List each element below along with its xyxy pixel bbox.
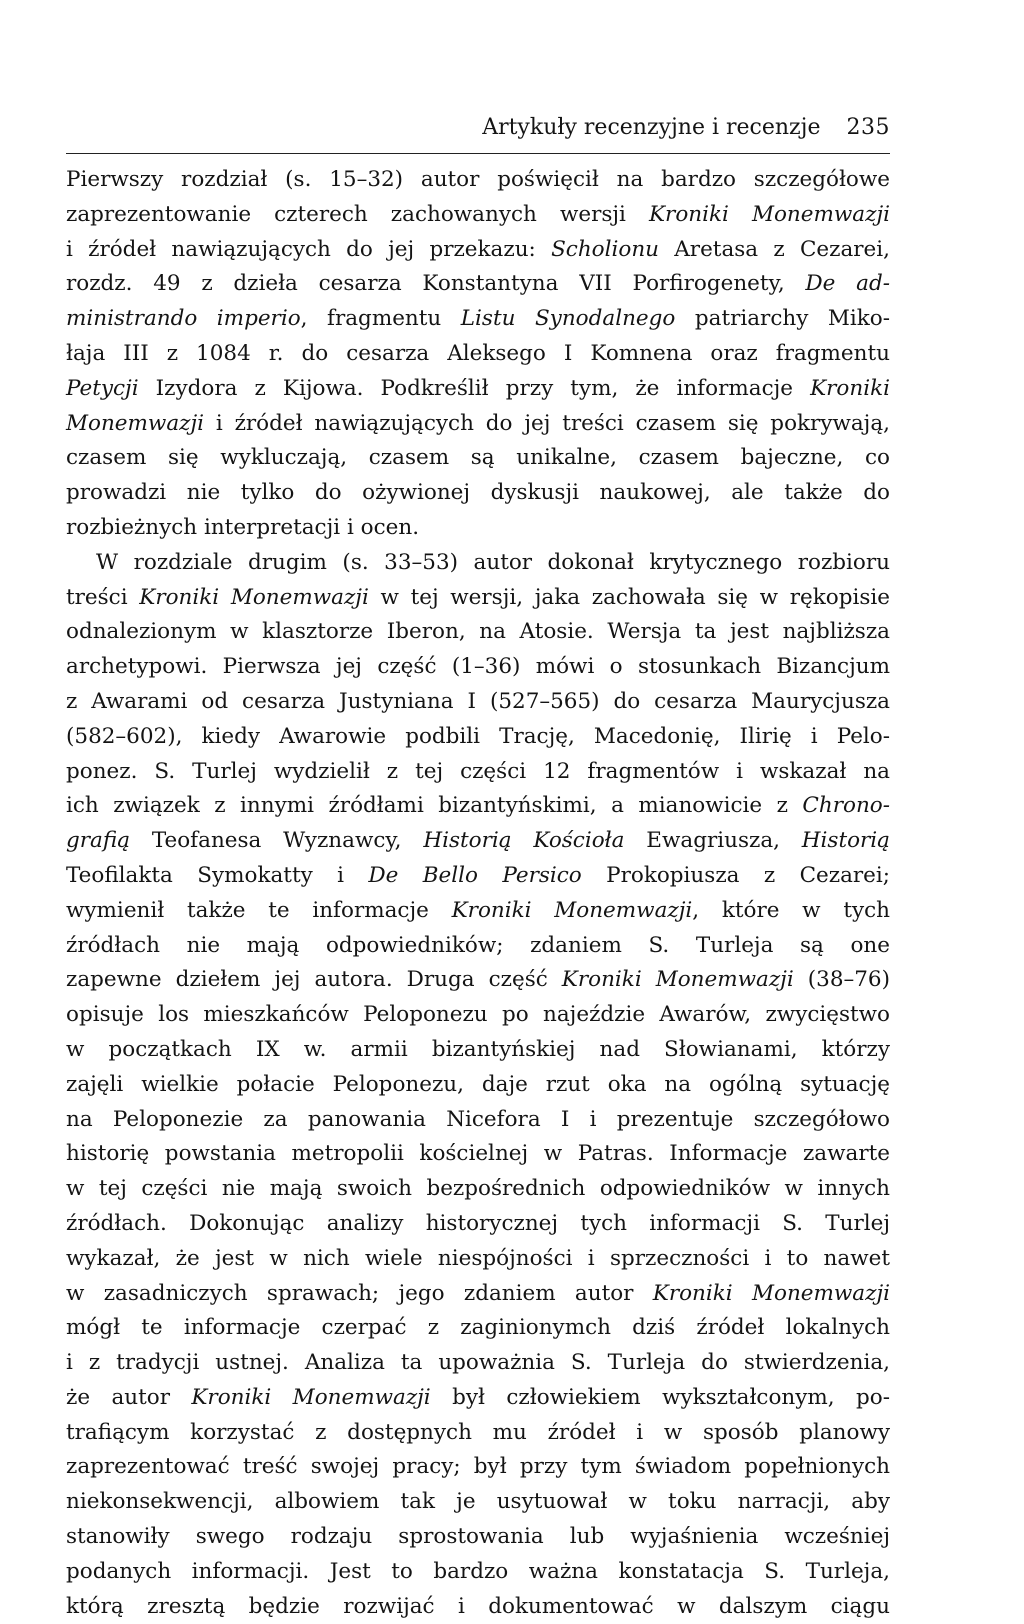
text-span: łaja III z 1084 r. do cesarza Aleksego I Komnena oraz fragmentu: [66, 340, 890, 366]
text-span: źródłach nie mają odpowiedników; zdaniem S. Turleja są one: [66, 932, 890, 958]
text-line: [66, 859, 890, 894]
text-line: [66, 198, 890, 233]
text-span: treści: [66, 584, 140, 610]
text-line: [66, 650, 890, 685]
text-line: [66, 546, 890, 581]
text-span: , które w tych: [692, 897, 890, 923]
text-span: i źródeł nawiązujących do jej przekazu:: [66, 236, 552, 262]
text-line: [66, 1103, 890, 1138]
text-span: zaprezentować treść swojej pracy; był przy tym świadom popełnionych: [66, 1454, 890, 1480]
text-span: Teofanesa Wyznawcy,: [130, 828, 424, 854]
text-span: niekonsekwencji, albowiem tak je usytuował w toku narracji, aby: [66, 1489, 890, 1515]
text-line: [66, 1381, 890, 1416]
text-span: opisuje los mieszkańców Peloponezu po najeździe Awarów, zwycięstwo: [66, 1002, 890, 1028]
text-line: [66, 963, 890, 998]
italic-title-span: grafią: [66, 828, 131, 854]
text-line: [66, 407, 890, 442]
text-span: z Awarami od cesarza Justyniana I (527–565) do cesarza Maurycjusza: [66, 688, 890, 714]
text-line: [66, 511, 890, 546]
text-span: zapewne dziełem jej autora. Druga część: [66, 967, 562, 993]
text-span: w tej części nie mają swoich bezpośrednich odpowiedników w innych: [66, 1176, 890, 1202]
text-line: [66, 372, 890, 407]
text-span: Pierwszy rozdział (s. 15–32) autor poświęcił na bardzo szczegółowe: [66, 167, 890, 192]
text-line: [66, 1137, 890, 1172]
text-span: wymienił także te informacje: [66, 897, 452, 923]
text-line: [66, 685, 890, 720]
italic-title-span: Petycji: [66, 375, 139, 401]
text-line: [66, 1416, 890, 1451]
text-span: i źródeł nawiązujących do jej treści czasem się pokrywają,: [204, 410, 890, 436]
text-span: podanych informacji. Jest to bardzo ważna konstatacja S. Turleja,: [66, 1558, 890, 1584]
text-line: [66, 1068, 890, 1103]
text-span: zajęli wielkie połacie Peloponezu, daje rzut oka na ogólną sytuację: [66, 1071, 890, 1097]
text-line: [66, 720, 890, 755]
text-line: [66, 929, 890, 964]
italic-title-span: Kroniki Monemwazji: [652, 1280, 890, 1306]
text-span: Prokopiusza z Cezarei;: [581, 862, 891, 888]
text-line: [66, 476, 890, 511]
text-span: mógł te informacje czerpać z zaginionymch dziś źródeł lokalnych: [66, 1315, 890, 1341]
text-span: prowadzi nie tylko do ożywionej dyskusji naukowej, ale także do: [66, 480, 890, 506]
text-line: [66, 337, 890, 372]
text-span: wykazał, że jest w nich wiele niespójności i sprzeczności i to nawet: [66, 1245, 890, 1271]
text-line: [66, 755, 890, 790]
italic-title-span: Historią: [801, 828, 890, 854]
text-span: ponez. S. Turlej wydzielił z tej części 12 fragmentów i wskazał na: [66, 758, 890, 784]
text-line: [66, 1485, 890, 1520]
italic-title-span: Monemwazji: [66, 410, 205, 436]
italic-title-span: De Bello Persico: [368, 862, 582, 888]
text-line: [66, 441, 890, 476]
italic-title-span: De ad-: [805, 271, 890, 297]
italic-title-span: Kroniki Monemwazji: [561, 967, 794, 993]
text-span: w zasadniczych sprawach; jego zdaniem autor: [66, 1280, 653, 1306]
text-span: Ewagriusza,: [624, 828, 802, 854]
body-text: [66, 163, 890, 1624]
text-line: [66, 789, 890, 824]
text-span: archetypowi. Pierwsza jej część (1–36) mówi o stosunkach Bizancjum: [66, 654, 890, 680]
text-line: [66, 1311, 890, 1346]
italic-title-span: Kroniki: [810, 375, 890, 401]
text-span: w tej wersji, jaka zachowała się w rękopisie: [368, 584, 890, 610]
text-span: czasem się wykluczają, czasem są unikalne, czasem bajeczne, co: [66, 445, 890, 471]
text-line: [66, 581, 890, 616]
text-span: i z tradycji ustnej. Analiza ta upoważnia S. Turleja do stwierdzenia,: [66, 1350, 890, 1376]
italic-title-span: Kroniki Monemwazji: [649, 201, 890, 227]
italic-title-span: Historią Kościoła: [423, 828, 625, 854]
text-span: rozbieżnych interpretacji i ocen.: [66, 514, 420, 540]
text-span: odnalezionym w klasztorze Iberon, na Atosie. Wersja ta jest najbliższa: [66, 619, 890, 645]
text-span: zaprezentowanie czterech zachowanych wersji: [66, 201, 649, 227]
text-span: Aretasa z Cezarei,: [659, 236, 890, 262]
text-span: którą zresztą będzie rozwijać i dokumentować w dalszym ciągu: [66, 1593, 890, 1619]
italic-title-span: Chrono-: [802, 793, 890, 819]
page-number: 235: [846, 115, 890, 140]
italic-title-span: Kroniki Monemwazji: [139, 584, 369, 610]
text-line: [66, 1590, 890, 1624]
text-line: [66, 1172, 890, 1207]
text-span: Teofilakta Symokatty i: [66, 862, 369, 888]
text-line: [66, 233, 890, 268]
text-line: [66, 1520, 890, 1555]
text-line: [66, 302, 890, 337]
italic-title-span: Kroniki Monemwazji: [451, 897, 693, 923]
text-span: (582–602), kiedy Awarowie podbili Trację, Macedonię, Ilirię i Pelo-: [66, 723, 890, 749]
text-span: źródłach. Dokonując analizy historycznej tych informacji S. Turlej: [66, 1210, 890, 1236]
text-line: [66, 1450, 890, 1485]
text-span: na Peloponezie za panowania Nicefora I i prezentuje szczegółowo: [66, 1106, 890, 1132]
text-line: [66, 1033, 890, 1068]
text-span: stanowiły swego rodzaju sprostowania lub wyjaśnienia wcześniej: [66, 1524, 890, 1550]
text-line: [66, 615, 890, 650]
text-span: historię powstania metropolii kościelnej w Patras. Informacje zawarte: [66, 1141, 890, 1167]
text-line: [66, 1242, 890, 1277]
running-header: [66, 110, 890, 146]
text-line: [66, 1277, 890, 1312]
text-span: rozdz. 49 z dzieła cesarza Konstantyna VII Porfirogenety,: [66, 271, 806, 297]
text-span: był człowiekiem wykształconym, po-: [430, 1384, 891, 1410]
text-line: [66, 163, 890, 198]
text-span: , fragmentu: [300, 306, 461, 332]
text-span: ich związek z innymi źródłami bizantyńskimi, a mianowicie z: [66, 793, 803, 819]
header-rule: [66, 153, 890, 154]
text-line: [66, 1555, 890, 1590]
text-line: [66, 1207, 890, 1242]
running-title: Artykuły recenzyjne i recenzje: [482, 115, 821, 140]
text-span: w początkach IX w. armii bizantyńskiej nad Słowianami, którzy: [66, 1036, 890, 1062]
text-span: W rozdziale drugim (s. 33–53) autor dokonał krytycznego rozbioru: [96, 549, 890, 575]
text-line: [66, 998, 890, 1033]
text-line: [66, 894, 890, 929]
text-line: [66, 267, 890, 302]
text-line: [66, 1346, 890, 1381]
italic-title-span: Listu Synodalnego: [460, 306, 676, 332]
text-span: patriarchy Miko-: [675, 306, 890, 332]
text-span: że autor: [66, 1384, 192, 1410]
text-line: [66, 824, 890, 859]
italic-title-span: Scholionu: [551, 236, 660, 262]
text-span: (38–76): [793, 967, 890, 993]
text-span: Izydora z Kijowa. Podkreślił przy tym, że informacje: [138, 375, 811, 401]
text-span: trafiącym korzystać z dostępnych mu źródeł i w sposób planowy: [66, 1419, 890, 1445]
italic-title-span: Kroniki Monemwazji: [191, 1384, 431, 1410]
italic-title-span: ministrando imperio: [66, 306, 301, 332]
